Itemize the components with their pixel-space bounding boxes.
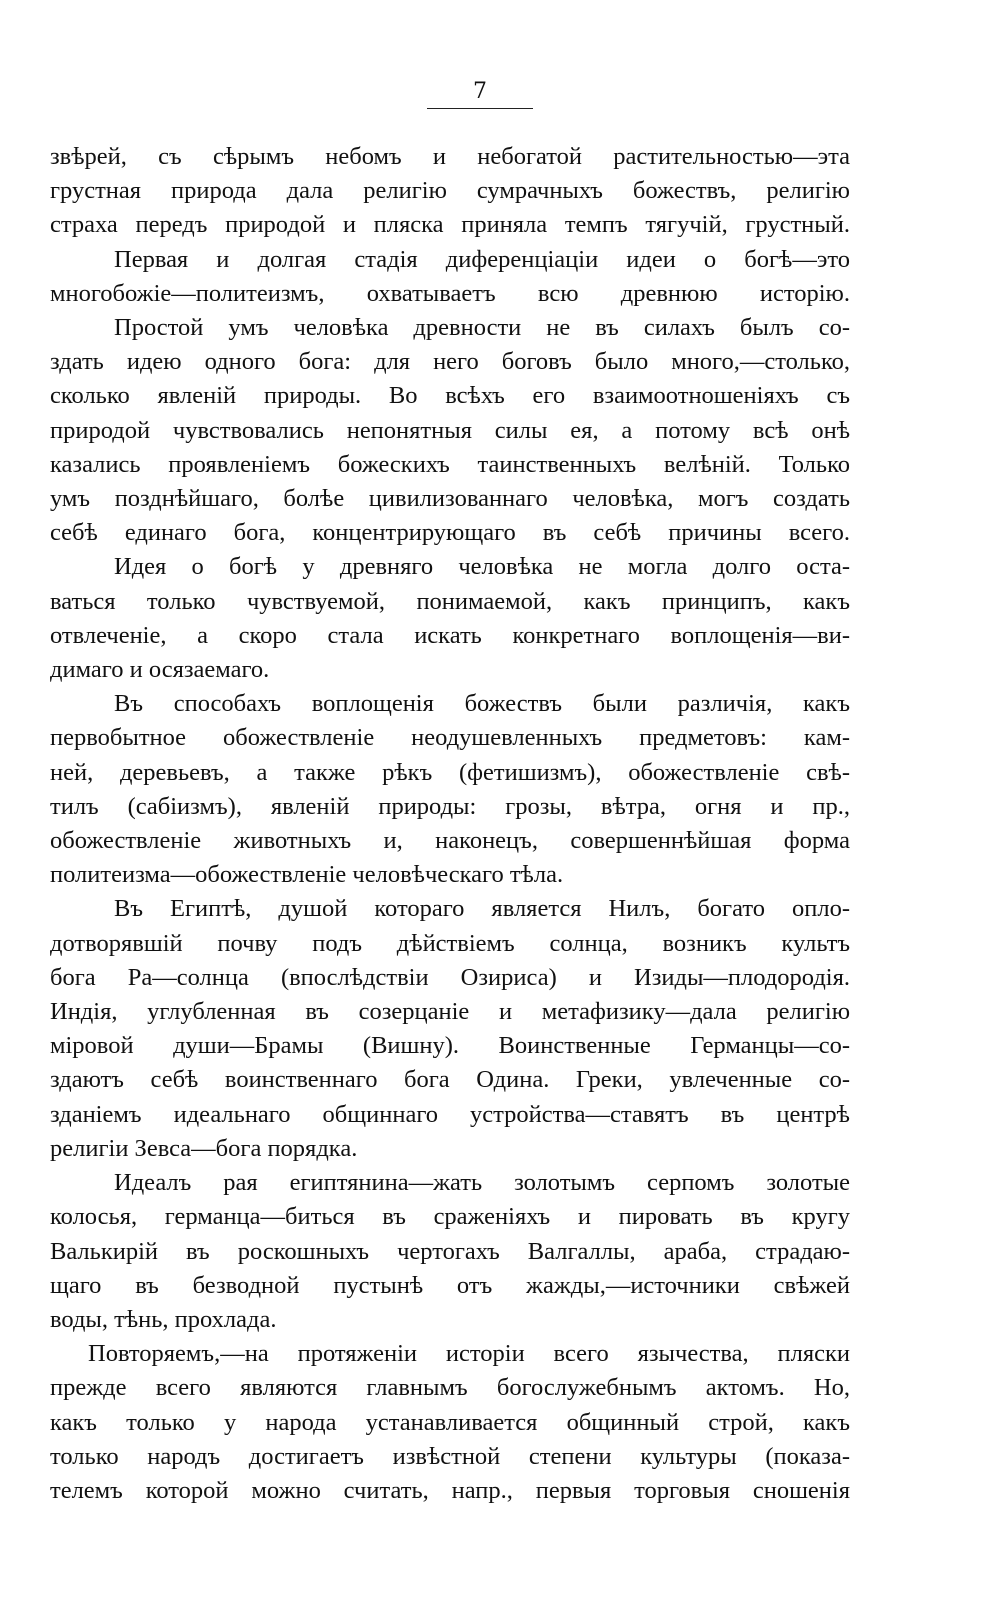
text-line: зданіемъ идеальнаго общиннаго устройства—ставятъ въ центрѣ — [50, 1100, 850, 1128]
text-line: обожествленіе животныхъ и, наконецъ, совершеннѣйшая форма — [50, 827, 850, 855]
text-line: щаго въ безводной пустынѣ отъ жажды,—источники свѣжей — [50, 1271, 850, 1299]
text-line: ней, деревьевъ, а также рѣкъ (фетишизмъ), обожествленіе свѣ- — [50, 758, 850, 786]
text-line: колосья, германца—биться въ сраженіяхъ и пировать въ кругу — [50, 1203, 850, 1231]
text-line: Индія, углубленная въ созерцаніе и метафизику—дала религію — [50, 998, 850, 1026]
text-line: здаютъ себѣ воинственнаго бога Одина. Греки, увлеченные со- — [50, 1066, 850, 1094]
text-line: прежде всего являются главнымъ богослужебнымъ актомъ. Но, — [50, 1374, 850, 1402]
text-line: бога Ра—солнца (впослѣдствіи Озириса) и Изиды—плодородія. — [50, 963, 850, 991]
text-line: димаго и осязаемаго. — [50, 656, 270, 684]
text-line: воды, тѣнь, прохлада. — [50, 1305, 277, 1333]
text-line: казались проявленіемъ божескихъ таинственныхъ велѣній. Только — [50, 450, 850, 478]
paragraph — [50, 243, 850, 311]
text-line: себѣ единаго бога, концентрирующаго въ себѣ причины всего. — [50, 519, 850, 547]
paragraph — [50, 140, 850, 243]
text-line: первобытное обожествленіе неодушевленныхъ предметовъ: кам- — [50, 724, 850, 752]
text-line: Въ способахъ воплощенія божествъ были различія, какъ — [114, 690, 850, 718]
text-line: умъ позднѣйшаго, болѣе цивилизованнаго человѣка, могъ создать — [50, 485, 850, 513]
text-line: тилъ (сабіизмъ), явленій природы: грозы, вѣтра, огня и пр., — [50, 792, 850, 820]
paragraph — [50, 1166, 850, 1337]
paragraph — [50, 687, 850, 892]
text-line: Идеалъ рая египтянина—жать золотымъ серпомъ золотые — [114, 1169, 850, 1197]
paragraph — [50, 892, 850, 1166]
page-number: 7 — [427, 78, 533, 109]
text-line: страха передъ природой и пляска приняла темпъ тягучій, грустный. — [50, 211, 850, 239]
text-line: отвлеченіе, а скоро стала искать конкретнаго воплощенія—ви- — [50, 621, 850, 649]
text-line: многобожіе—политеизмъ, охватываетъ всю древнюю исторію. — [50, 279, 850, 307]
page-header — [0, 78, 1000, 109]
text-body — [50, 140, 850, 1508]
text-line: Первая и долгая стадія диференціаціи идеи о богѣ—это — [114, 245, 850, 273]
text-line: міровой души—Брамы (Вишну). Воинственные Германцы—со- — [50, 1032, 850, 1060]
text-line: только народъ достигаетъ извѣстной степени культуры (показа- — [50, 1442, 850, 1470]
text-line: грустная природа дала религію сумрачныхъ божествъ, религію — [50, 177, 850, 205]
text-line: дотворявшій почву подъ дѣйствіемъ солнца, возникъ культъ — [50, 929, 850, 957]
text-line: Повторяемъ,—на протяженіи исторіи всего язычества, пляски — [88, 1340, 850, 1368]
paragraph — [50, 311, 850, 550]
text-line: природой чувствовались непонятныя силы ея, а потому всѣ онѣ — [50, 416, 850, 444]
text-line: сколько явленій природы. Во всѣхъ его взаимоотношеніяхъ съ — [50, 382, 850, 410]
text-line: Простой умъ человѣка древности не въ силахъ былъ со- — [114, 314, 850, 342]
text-line: Валькирій въ роскошныхъ чертогахъ Валгаллы, араба, страдаю- — [50, 1237, 850, 1265]
text-line: политеизма—обожествленіе человѣческаго тѣла. — [50, 861, 564, 889]
text-line: религіи Зевса—бога порядка. — [50, 1134, 358, 1162]
text-line: здать идею одного бога: для него боговъ было много,—столько, — [50, 348, 850, 376]
text-line: Въ Египтѣ, душой котораго является Нилъ, богато опло- — [114, 895, 850, 923]
text-line: Идея о богѣ у древняго человѣка не могла долго оста- — [114, 553, 850, 581]
paragraph — [50, 1337, 850, 1508]
text-line: ваться только чувствуемой, понимаемой, какъ принципъ, какъ — [50, 587, 850, 615]
text-line: звѣрей, съ сѣрымъ небомъ и небогатой растительностью—эта — [50, 143, 850, 170]
paragraph — [50, 550, 850, 687]
text-line: телемъ которой можно считать, напр., первыя торговыя сношенія — [50, 1476, 850, 1504]
text-line: какъ только у народа устанавливается общинный строй, какъ — [50, 1408, 850, 1436]
